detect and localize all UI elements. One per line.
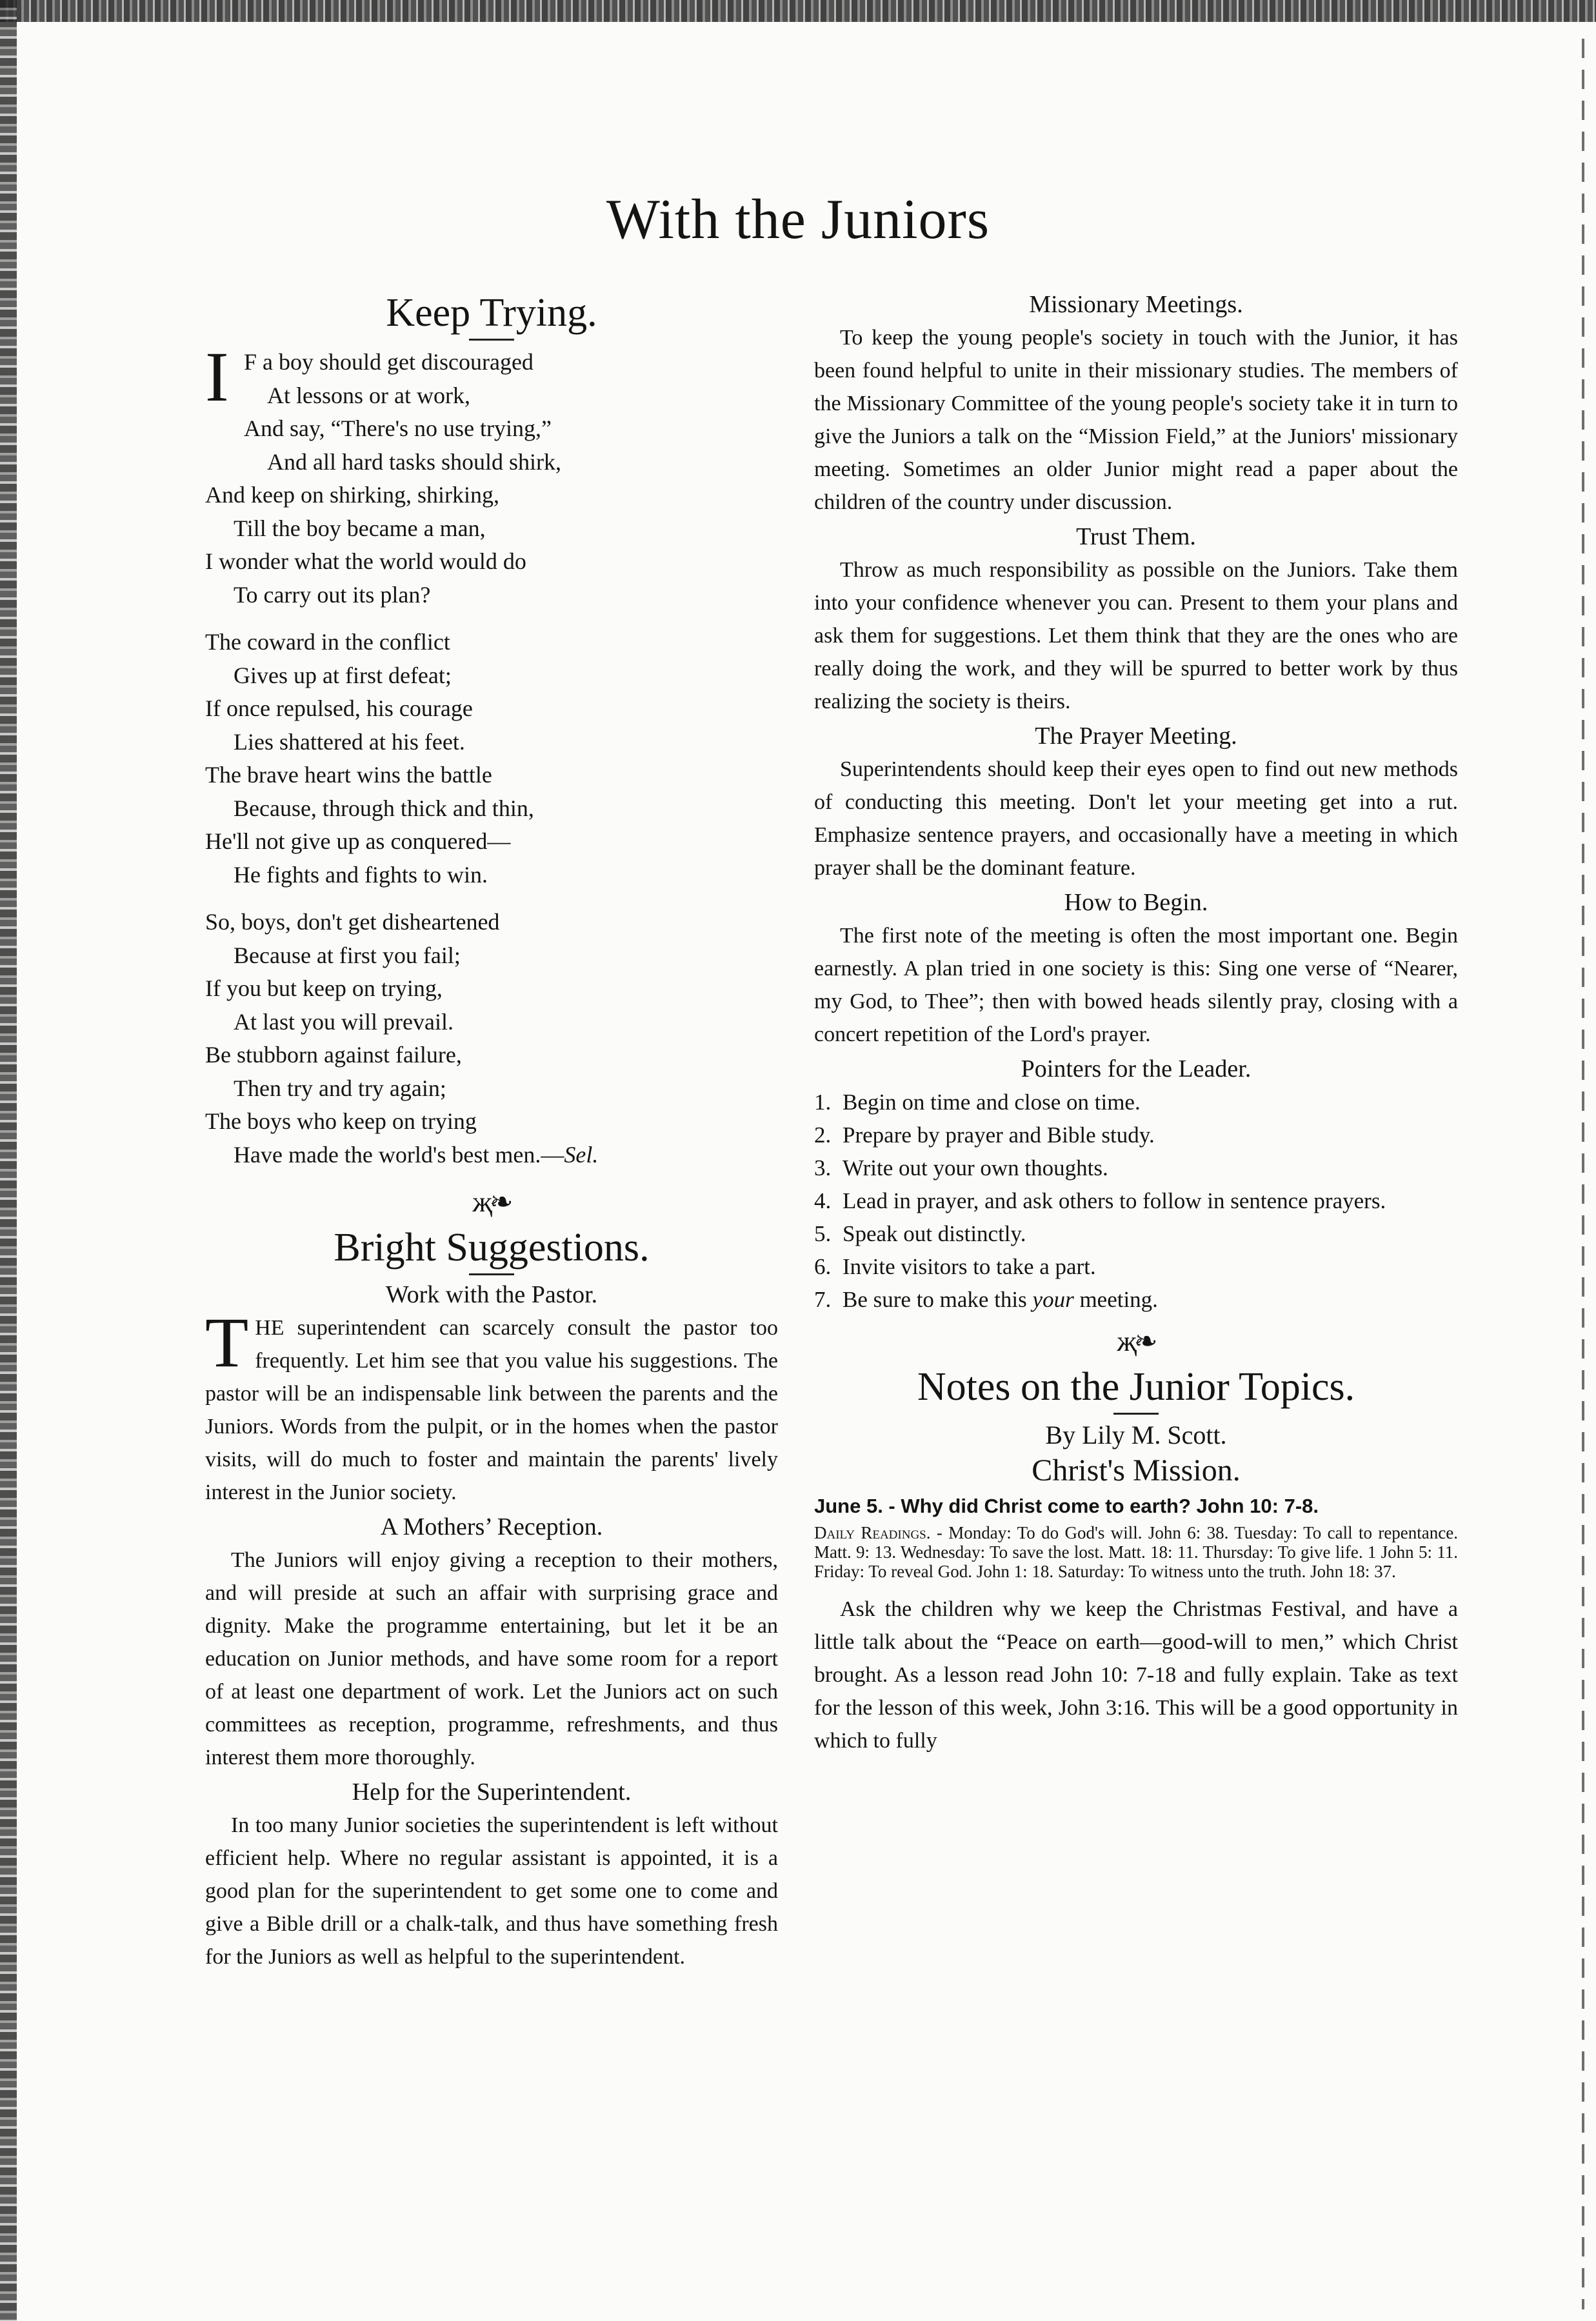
poem-line: He'll not give up as conquered—	[205, 828, 511, 854]
prayer-meeting-text: Superintendents should keep their eyes open to find out new methods of conducting this meeting. Don't let your meeting get into a rut. Emphasize sentence prayers, and occasionally have a meeting in which prayer shall be the dominant feature.	[814, 757, 1458, 880]
how-to-begin-subheading: How to Begin.	[1064, 889, 1208, 916]
how-to-begin-text: The first note of the meeting is often the most important one. Begin earnestly. A plan tried in one society is this: Sing one verse of “Nearer, my God, to Thee”; then with bowed heads silently pray, closing with a concert repetition of the Lord's prayer.	[814, 924, 1458, 1046]
list-item-text: Write out your own thoughts.	[843, 1155, 1108, 1180]
help-superintendent-subheading: Help for the Superintendent.	[352, 1778, 632, 1806]
page-edge-right	[1582, 39, 1584, 2309]
work-with-pastor-text: HE superintendent can scarcely consult the pastor too frequently. Let him see that you value his suggestions. The pastor will be an indispensable link between the parents and the Juniors. Words from the pulpit, or in the homes when the pastor visits, will do much to foster and maintain the parents' lively interest in the Junior society.	[205, 1316, 778, 1504]
poem-line: He fights and fights to win.	[234, 861, 488, 888]
missionary-meetings-subheading: Missionary Meetings.	[1029, 291, 1243, 318]
list-item-text-after: meeting.	[1073, 1287, 1158, 1312]
list-item-number: 1.	[814, 1090, 832, 1115]
missionary-meetings-text: To keep the young people's society in touch with the Junior, it has been found helpful to unite in their missionary studies. The members of the Missionary Committee of the young people's society take it in turn to give the Juniors a talk on the “Mission Field,” at the Juniors' missionary meeting. Sometimes an older Junior might read a paper about the children of the country under discussion.	[814, 326, 1458, 514]
list-item-number: 5.	[814, 1221, 832, 1246]
list-item-text: Lead in prayer, and ask others to follow in sentence prayers.	[843, 1188, 1386, 1213]
poem-line: At last you will prevail.	[234, 1008, 454, 1035]
poem-dropcap: I	[205, 337, 229, 416]
keep-trying-poem	[205, 337, 778, 1171]
poem-line: Then try and try again;	[234, 1075, 446, 1101]
pointers-list	[814, 1086, 1458, 1316]
list-item-number: 2.	[814, 1122, 832, 1148]
right-column	[814, 290, 1458, 1761]
list-item	[814, 1151, 1458, 1184]
heading-rule	[469, 1273, 514, 1275]
poem-line: Be stubborn against failure,	[205, 1042, 462, 1068]
heading-rule	[469, 339, 514, 341]
poem-line: And keep on shirking, shirking,	[205, 482, 499, 508]
list-item-text: Prepare by prayer and Bible study.	[843, 1122, 1155, 1148]
list-item	[814, 1184, 1458, 1217]
help-superintendent-text: In too many Junior societies the superintendent is left without efficient help. Where no regular assistant is appointed, it is a good plan for the superintendent to get some one to come and give a Bible drill or a chalk-talk, and thus have something fresh for the Juniors as well as helpful to the superintendent.	[205, 1813, 778, 1969]
list-item-number: 6.	[814, 1254, 832, 1279]
page-edge-left	[0, 0, 17, 2321]
notes-text: Ask the children why we keep the Christmas Festival, and have a little talk about the “Peace on earth—good-will to men,” which Christ brought. As a lesson read John 10: 7-18 and fully explain. Take as text for the lesson of this week, John 3:16. This will be a good opportunity in which to fully	[814, 1597, 1458, 1753]
poem-line: And say, “There's no use trying,”	[244, 415, 552, 441]
poem-line: Because at first you fail;	[234, 942, 461, 968]
poem-line: Till the boy became a man,	[234, 515, 486, 541]
trust-them-subheading: Trust Them.	[1076, 523, 1196, 550]
list-item-text: Begin on time and close on time.	[843, 1090, 1141, 1115]
list-item-text: Invite visitors to take a part.	[843, 1254, 1096, 1279]
poem-line: So, boys, don't get disheartened	[205, 909, 500, 935]
page-title: With the Juniors	[606, 188, 990, 251]
mothers-reception-subheading: A Mothers’ Reception.	[380, 1513, 603, 1540]
paragraph-dropcap: T	[205, 1311, 249, 1382]
work-with-pastor-subheading: Work with the Pastor.	[385, 1281, 598, 1308]
poem-line: If you but keep on trying,	[205, 975, 443, 1001]
poem-line: The coward in the conflict	[205, 629, 450, 655]
list-item-text-before: Be sure to make this	[843, 1287, 1033, 1312]
list-item	[814, 1217, 1458, 1250]
poem-line: Lies shattered at his feet.	[234, 728, 465, 755]
bright-suggestions-heading: Bright Suggestions.	[334, 1226, 650, 1270]
poem-line-text: Have made the world's best men.—	[234, 1141, 564, 1168]
daily-readings-text: - Monday: To do God's will. John 6: 38. Tuesday: To call to repentance. Matt. 9: 13. Wednesday: To save the lost. Matt. 18: 11. Thursday: To give life. 1 John 5: 11. Friday: To reveal God. John 1: 18. Saturday: To witness unto the truth. John 18: 37.	[814, 1523, 1458, 1581]
poem-line: Gives up at first defeat;	[234, 662, 452, 688]
poem-stanza-2	[205, 626, 778, 892]
keep-trying-heading: Keep Trying.	[386, 291, 597, 335]
prayer-meeting-subheading: The Prayer Meeting.	[1035, 722, 1237, 750]
ornament: җ❧	[1117, 1326, 1155, 1357]
poem-line: F a boy should get discouraged	[244, 349, 534, 375]
poem-stanza-1	[205, 337, 778, 612]
daily-readings	[814, 1523, 1458, 1581]
list-item	[814, 1086, 1458, 1119]
notes-byline: By Lily M. Scott.	[1045, 1420, 1227, 1449]
mothers-reception-text: The Juniors will enjoy giving a reception to their mothers, and will preside at such an affair with surprising grace and dignity. Make the programme entertaining, but let it be an education on Junior methods, and have some room for a report of at least one department of work. Let the Juniors act on such committees as reception, programme, refreshments, and thus interest them more thoroughly.	[205, 1548, 778, 1769]
list-item-number: 4.	[814, 1188, 832, 1213]
poem-stanza-3	[205, 906, 778, 1171]
page-edge-top	[0, 0, 1596, 22]
heading-rule	[1113, 1413, 1159, 1415]
list-item-text	[843, 1283, 1458, 1316]
ornament: җ❧	[472, 1186, 511, 1218]
list-item-text: Speak out distinctly.	[843, 1221, 1026, 1246]
work-with-pastor-section	[205, 1311, 778, 1513]
pointers-subheading: Pointers for the Leader.	[1021, 1055, 1252, 1082]
list-item	[814, 1283, 1458, 1316]
poem-line: At lessons or at work,	[267, 382, 470, 408]
trust-them-text: Throw as much responsibility as possible on the Juniors. Take them into your confidence whenever you can. Present to them your plans and ask them for suggestions. Let them think that they are the ones who are really doing the work, and they will be spurred to better work by thus realizing the society is theirs.	[814, 558, 1458, 713]
left-column	[205, 290, 778, 1977]
poem-line: The brave heart wins the battle	[205, 762, 492, 788]
poem-line: And all hard tasks should shirk,	[267, 448, 561, 475]
poem-line: The boys who keep on trying	[205, 1108, 477, 1134]
poem-line: To carry out its plan?	[234, 581, 431, 608]
poem-attribution: Sel.	[564, 1141, 599, 1168]
daily-readings-label: Daily Readings.	[814, 1523, 931, 1542]
list-item-number: 7.	[814, 1287, 832, 1312]
poem-line: I wonder what the world would do	[205, 548, 526, 574]
poem-line: If once repulsed, his courage	[205, 695, 473, 721]
list-item	[814, 1119, 1458, 1151]
poem-line-last	[205, 1139, 778, 1172]
list-item	[814, 1250, 1458, 1283]
poem-line: Because, through thick and thin,	[234, 795, 534, 821]
notes-subtitle: Christ's Mission.	[1032, 1453, 1241, 1488]
list-item-emphasis: your	[1032, 1287, 1074, 1312]
list-item-number: 3.	[814, 1155, 832, 1180]
notes-heading: Notes on the Junior Topics.	[917, 1365, 1355, 1409]
topic-line: June 5. - Why did Christ come to earth? John 10: 7-8.	[814, 1495, 1319, 1517]
